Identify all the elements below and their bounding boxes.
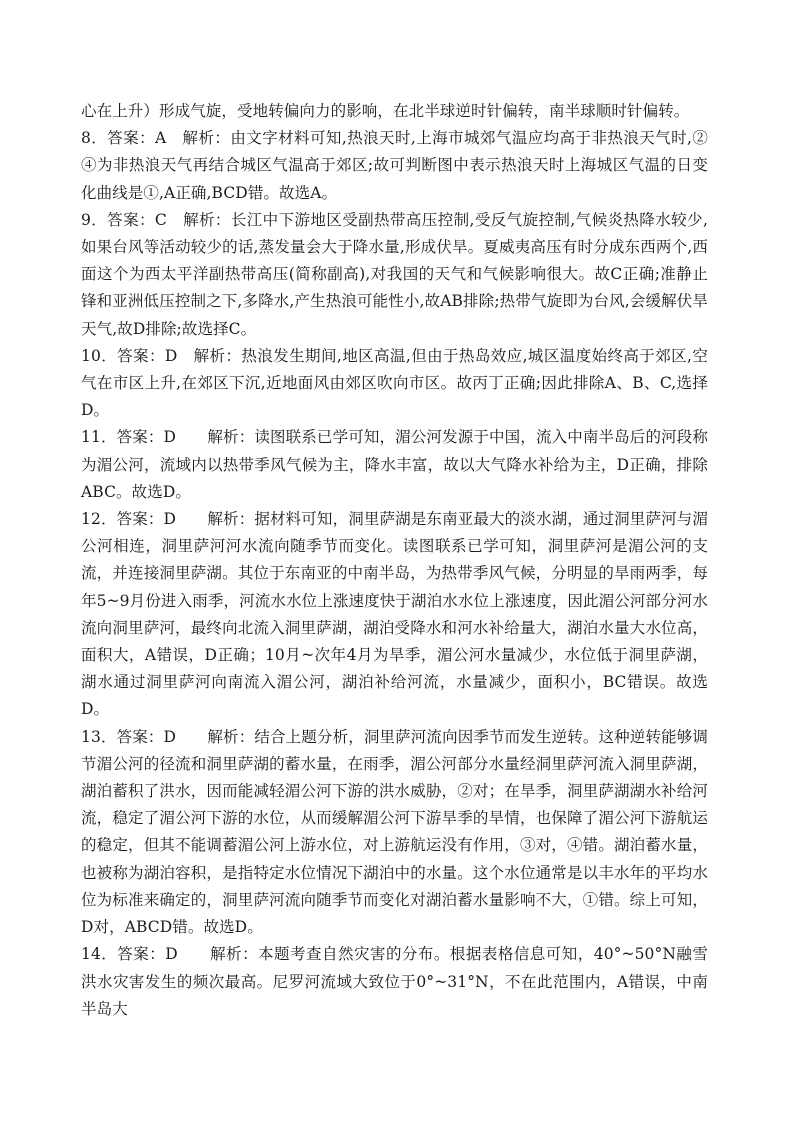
answer-item-9: 9．答案：C 解析：长江中下游地区受副热带高压控制,受反气旋控制,气候炎热降水较少,如果台风等活动较少的话,蒸发量会大于降水量,形成伏旱。夏威夷高压有时分成东西两个,西面这个为西太平洋副热带高压(简称副高),对我国的天气和气候影响很大。故C正确;准静止锋和亚洲低压控制之下,多降水,产生热浪可能性小,故AB排除;热带气旋即为台风,会缓解伏旱天气,故D排除;故选择C。 (81, 210, 708, 338)
answer-item-14: 14．答案：D 解析：本题考查自然灾害的分布。根据表格信息可知，40°~50°N融雪洪水灾害发生的频次最高。尼罗河流域大致位于0°~31°N，不在此范围内，A错误，中南半岛大 (81, 945, 708, 1018)
answer-item-12: 12．答案：D 解析：据材料可知，洞里萨湖是东南亚最大的淡水湖，通过洞里萨河与湄公河相连，洞里萨河河水流向随季节而变化。读图联系已学可知，洞里萨河是湄公河的支流，并连接洞里萨湖。其位于东南亚的中南半岛，为热带季风气候，分明显的旱雨两季，每年5~9月份进入雨季，河流水水位上涨速度快于湖泊水水位上涨速度，因此湄公河部分河水流向洞里萨河，最终向北流入洞里萨湖，湖泊受降水和河水补给量大，湖泊水量大水位高，面积大，A错误，D正确；10月~次年4月为旱季，湄公河水量减少，水位低于洞里萨湖，湖水通过洞里萨河向南流入湄公河，湖泊补给河流，水量减少，面积小，BC错误。故选D。 (81, 510, 708, 719)
answer-item-13: 13．答案：D 解析：结合上题分析，洞里萨河流向因季节而发生逆转。这种逆转能够调节湄公河的径流和洞里萨湖的蓄水量，在雨季，湄公河部分水量经洞里萨河流入洞里萨湖，湖泊蓄积了洪水，因而能减轻湄公河下游的洪水威胁，②对；在旱季，洞里萨湖湖水补给河流，稳定了湄公河下游的水位，从而缓解湄公河下游旱季的旱情，也保障了湄公河下游航运的稳定，但其不能调蓄湄公河上游水位，对上游航运没有作用，③对，④错。湖泊蓄水量，也被称为湖泊容积，是指特定水位情况下湖泊中的水量。这个水位通常是以丰水年的平均水位为标准来确定的，洞里萨河流向随季节而变化对湖泊蓄水量影响不大，①错。综上可知，D对，ABCD错。故选D。 (81, 727, 708, 937)
paragraph-continuation: 心在上升）形成气旋，受地转偏向力的影响，在北半球逆时针偏转，南半球顺时针偏转。 (81, 102, 690, 120)
answer-item-8: 8．答案：A 解析：由文字材料可知,热浪天时,上海市城郊气温应均高于非热浪天气时,②④为非热浪天气再结合城区气温高于郊区;故可判断图中表示热浪天时上海城区气温的日变化曲线是①,A正确,BCD错。故选A。 (81, 129, 708, 202)
answer-item-11: 11．答案：D 解析：读图联系已学可知，湄公河发源于中国，流入中南半岛后的河段称为湄公河，流域内以热带季风气候为主，降水丰富，故以大气降水补给为主，D正确，排除ABC。故选D。 (81, 428, 708, 501)
answer-item-10: 10．答案：D 解析：热浪发生期间,地区高温,但由于热岛效应,城区温度始终高于郊区,空气在市区上升,在郊区下沉,近地面风由郊区吹向市区。故丙丁正确;因此排除A、B、C,选择D。 (81, 346, 708, 420)
